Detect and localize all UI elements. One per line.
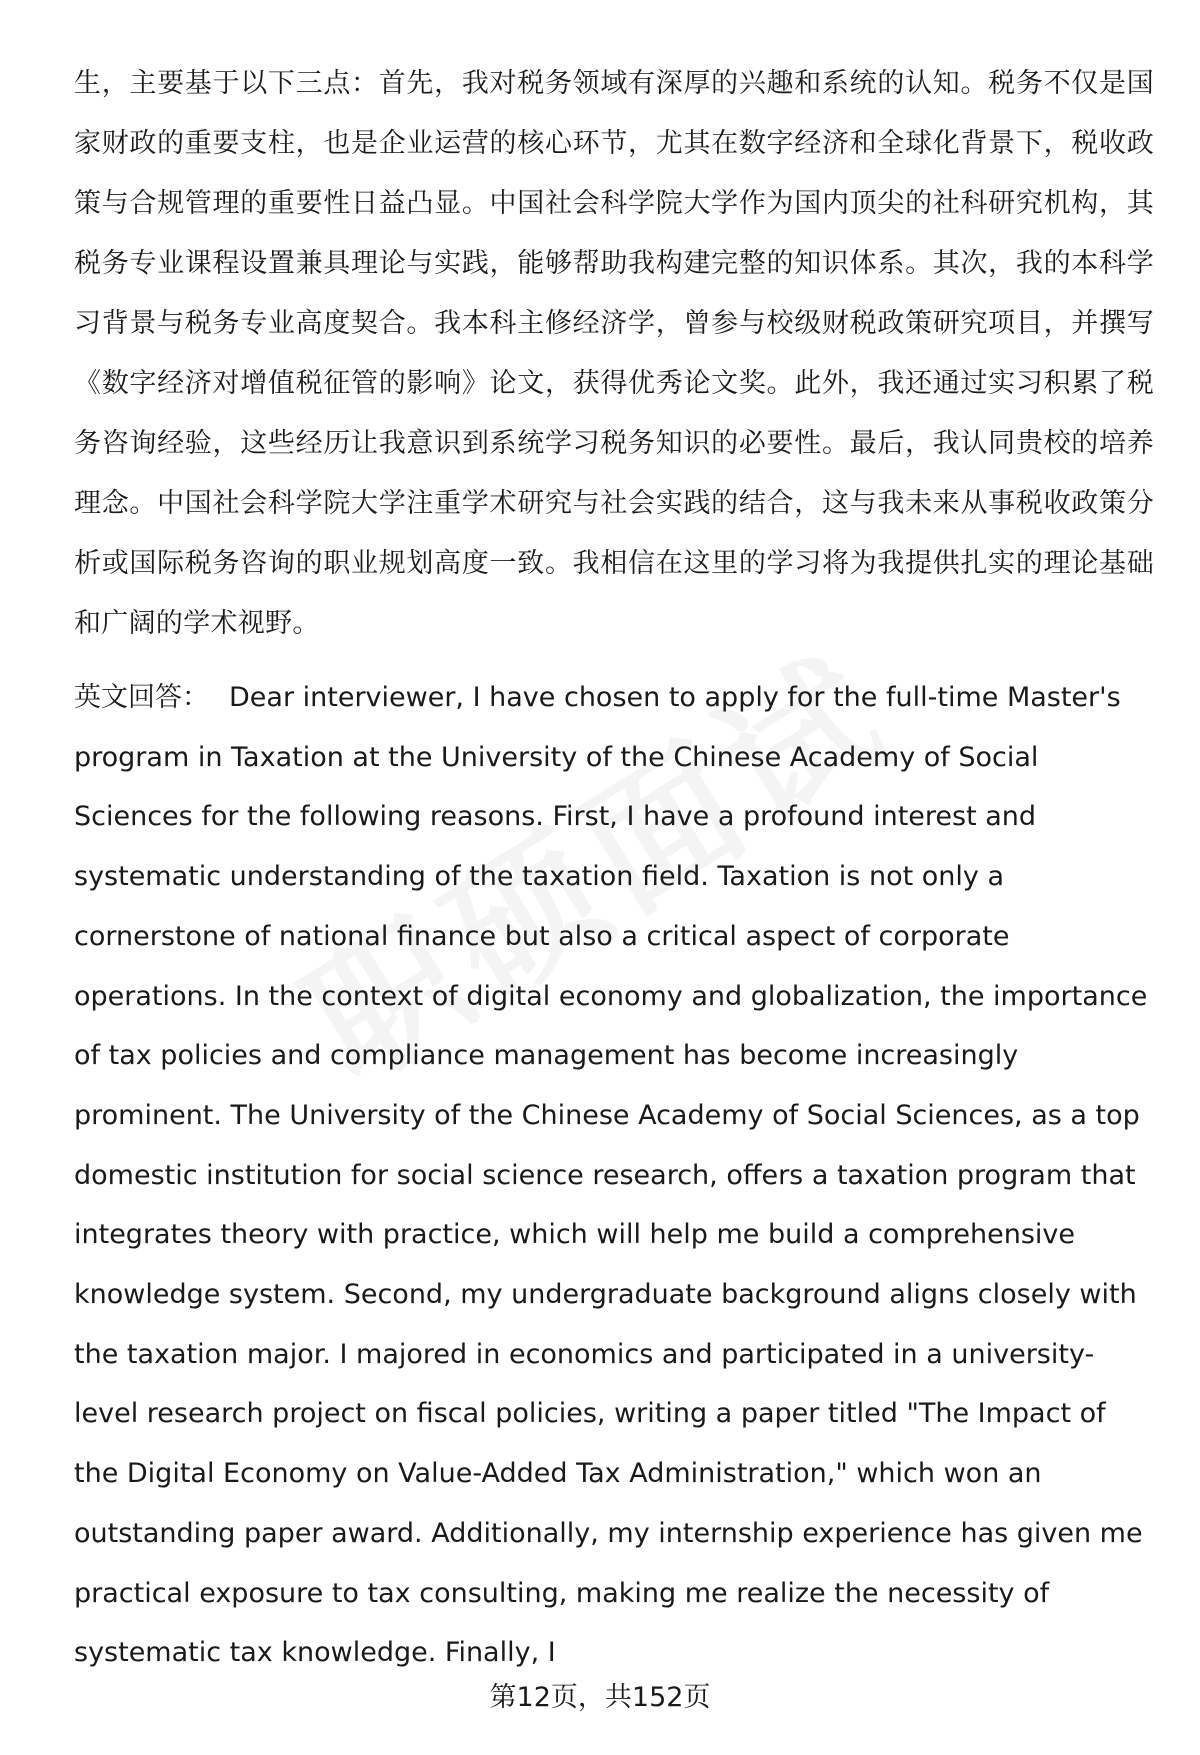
chinese-answer-paragraph: 生，主要基于以下三点：首先，我对税务领域有深厚的兴趣和系统的认知。税务不仅是国家财政的重要支柱，也是企业运营的核心环节，尤其在数字经济和全球化背景下，税收政策与合规管理的重要性日益凸显。中国社会科学院大学作为国内顶尖的社科研究机构，其税务专业课程设置兼具理论与实践，能够帮助我构建完整的知识体系。其次，我的本科学习背景与税务专业高度契合。我本科主修经济学，曾参与校级财税政策研究项目，并撰写《数字经济对增值税征管的影响》论文，获得优秀论文奖。此外，我还通过实习积累了税务咨询经验，这些经历让我意识到系统学习税务知识的必要性。最后，我认同贵校的培养理念。中国社会科学院大学注重学术研究与社会实践的结合，这与我未来从事税收政策分析或国际税务咨询的职业规划高度一致。我相信在这里的学习将为我提供扎实的理论基础和广阔的学术视野。 <box>74 68 1154 639</box>
page-number-footer: 第12页，共152页 <box>489 1682 711 1713</box>
english-answer-paragraph <box>74 668 1154 1683</box>
page-content <box>74 54 1154 1683</box>
english-answer-label: 英文回答： <box>74 682 209 713</box>
english-answer-text: Dear interviewer, I have chosen to apply for the full-time Master's program in Taxation at the University of the Chinese Academy of Social Sciences for the following reasons. First, I have a profound interest and systematic understanding of the taxation field. Taxation is not only a cornerstone of national finance but also a critical aspect of corporate operations. In the context of digital economy and globalization, the importance of tax policies and compliance management has become increasingly prominent. The University of the Chinese Academy of Social Sciences, as a top domestic institution for social science research, offers a taxation program that integrates theory with practice, which will help me build a comprehensive knowledge system. Second, my undergraduate background aligns closely with the taxation major. I majored in economics and participated in a university-level research project on fiscal policies, writing a paper titled "The Impact of the Digital Economy on Value-Added Tax Administration," which won an outstanding paper award. Additionally, my internship experience has given me practical exposure to tax consulting, making me realize the necessity of systematic tax knowledge. Finally, I <box>74 682 1148 1669</box>
